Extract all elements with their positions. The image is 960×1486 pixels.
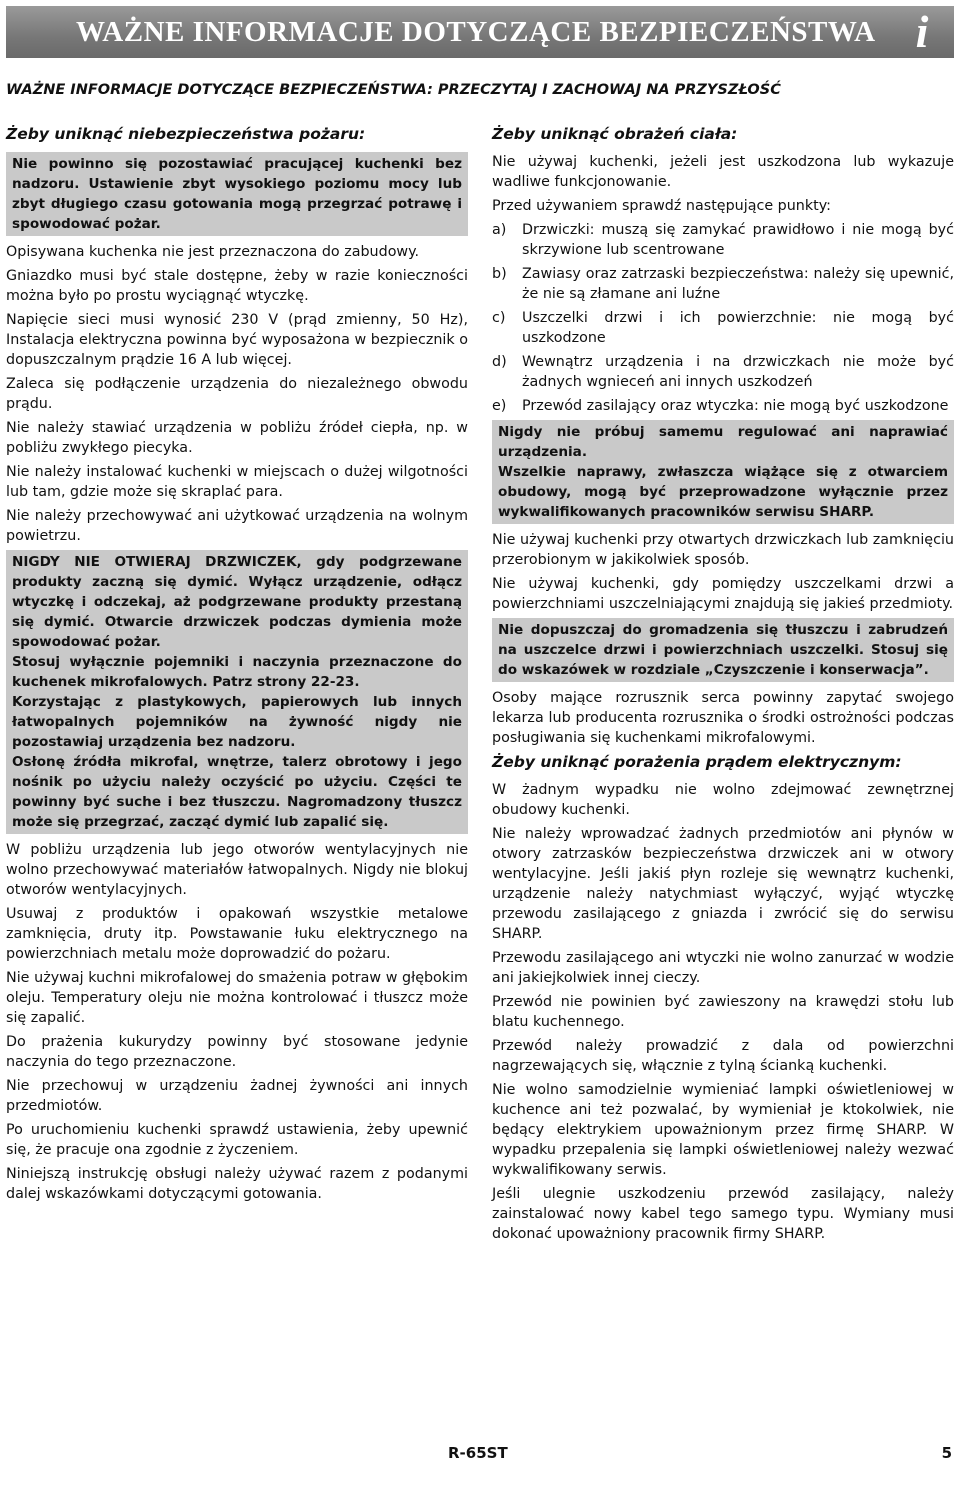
warning-text: Korzystając z plastykowych, papierowych lub innych łatwopalnych pojemników na żywność nigdy nie pozostawiaj urządzenia bez nadzoru. [12,694,462,750]
checklist-item [492,352,954,392]
paragraph: Nie należy stawiać urządzenia w pobliżu źródeł ciepła, np. w pobliżu zwykłego piecyka. [6,420,468,456]
warning-text: Stosuj wyłącznie pojemniki i naczynia przeznaczone do kuchenek mikrofalowych. Patrz strony 22-23. [12,654,462,690]
page-title: WAŻNE INFORMACJE DOTYCZĄCE BEZPIECZEŃSTWA [76,16,876,48]
checklist-item [492,308,954,348]
warning-box-seal [492,618,954,682]
paragraph: W pobliżu urządzenia lub jego otworów wentylacyjnych nie wolno przechowywać materiałów łatwopalnych. Nigdy nie blokuj otworów wentylacyjnych. [6,842,468,898]
warning-text: Osłonę źródła mikrofal, wnętrze, talerz obrotowy i jego nośnik po użyciu należy oczyścić po użyciu. Części te powinny być suche i bez tłuszczu. Nagromadzony tłuszcz może się przegrzać, zacząć dymić lub zapalić się. [12,754,462,830]
paragraph: Nie używaj kuchenki, jeżeli jest uszkodzona lub wykazuje wadliwe funkcjonowanie. [492,154,954,190]
paragraph: Przewodu zasilającego ani wtyczki nie wolno zanurzać w wodzie ani jakiejkolwiek innej cieczy. [492,950,954,986]
paragraph: Nie należy przechowywać ani użytkować urządzenia na wolnym powietrzu. [6,508,468,544]
checklist-item [492,396,954,416]
page-number: 5 [941,1444,952,1462]
paragraph: Do prażenia kukurydzy powinny być stosowane jedynie naczynia do tego przeznaczone. [6,1034,468,1070]
warning-text: Wszelkie naprawy, zwłaszcza wiążące się z otwarciem obudowy, mogą być przeprowadzone wyłącznie przez wykwalifikowanych pracowników serwisu SHARP. [498,464,948,520]
paragraph: Napięcie sieci musi wynosić 230 V (prąd zmienny, 50 Hz), Instalacja elektryczna powinna być wyposażona w bezpiecznik o dopuszczalnym prądzie 16 A lub więcej. [6,312,468,368]
paragraph: Usuwaj z produktów i opakowań wszystkie metalowe zamknięcia, druty itp. Powstawanie łuku elektrycznego na powierzchniach metalu może doprowadzić do pożaru. [6,906,468,962]
paragraph: Gniazdko musi być stale dostępne, żeby w razie konieczności można było po prostu wyciągnąć wtyczkę. [6,268,468,304]
checklist-letter: d) [492,354,507,370]
checklist-text: Zawiasy oraz zatrzaski bezpieczeństwa: należy się upewnić, że nie są złamane ani luźne [522,266,954,302]
footer-model: R-65ST [448,1444,508,1462]
paragraph: Nie należy instalować kuchenki w miejscach o dużej wilgotności lub tam, gdzie może się skraplać para. [6,464,468,500]
injury-section-title: Żeby uniknąć obrażeń ciała: [492,125,738,143]
paragraph: Przewód należy prowadzić z dala od powierzchni nagrzewających się, włącznie z tylną ścianką kuchenki. [492,1038,954,1074]
warning-box-fire [6,152,468,236]
paragraph: Opisywana kuchenka nie jest przeznaczona do zabudowy. [6,244,420,260]
warning-text: Nie dopuszczaj do gromadzenia się tłuszczu i zabrudzeń na uszczelce drzwi i powierzchniach uszczelki. Stosuj się do wskazówek w rozdziale „Czyszczenie i konserwacja”. [498,622,948,678]
warning-text: Nigdy nie próbuj samemu regulować ani naprawiać urządzenia. [498,424,948,460]
warning-text: Nie powinno się pozostawiać pracującej kuchenki bez nadzoru. Ustawienie zbyt wysokiego poziomu mocy lub zbyt długiego czasu gotowania mogą przegrzać potrawę i spowodować pożar. [12,156,462,232]
checklist-letter: e) [492,398,507,414]
info-icon: i [915,6,929,57]
paragraph: Zaleca się podłączenie urządzenia do niezależnego obwodu prądu. [6,376,468,412]
checklist-text: Drzwiczki: muszą się zamykać prawidłowo i nie mogą być skrzywione lub scentrowane [522,222,954,258]
paragraph: Nie używaj kuchenki, gdy pomiędzy uszczelkami drzwi a powierzchniami uszczelniającymi znajdują się jakieś przedmioty. [492,576,954,612]
paragraph: Nie wolno samodzielnie wymieniać lampki oświetleniowej w kuchence ani też pozwalać, by wymieniał je ktokolwiek, nie będący elektrykiem upoważnionym przez firmę SHARP. W wypadku przepalenia się lampki oświetleniowej należy wezwać wykwalifikowany serwis. [492,1082,954,1178]
checklist-letter: a) [492,222,507,238]
paragraph: Przed używaniem sprawdź następujące punkty: [492,198,831,214]
checklist-text: Uszczelki drzwi i ich powierzchnie: nie mogą być uszkodzone [522,310,954,346]
paragraph: W żadnym wypadku nie wolno zdejmować zewnętrznej obudowy kuchenki. [492,782,954,818]
section-heading: WAŻNE INFORMACJE DOTYCZĄCE BEZPIECZEŃSTWA: PRZECZYTAJ I ZACHOWAJ NA PRZYSZŁOŚĆ [6,82,781,98]
paragraph: Nie używaj kuchni mikrofalowej do smażenia potraw w głębokim oleju. Temperatury oleju nie można kontrolować i tłuszcz może się zapalić. [6,970,468,1026]
paragraph: Przewód nie powinien być zawieszony na krawędzi stołu lub blatu kuchennego. [492,994,954,1030]
warning-text: NIGDY NIE OTWIERAJ DRZWICZEK, gdy podgrzewane produkty zaczną się dymić. Wyłącz urządzenie, odłącz wtyczkę i odczekaj, aż podgrzewane produkty przestaną się dymić. Otwarcie drzwiczek podczas dymienia może spowodować pożar. [12,554,462,650]
checklist-item [492,220,954,260]
left-column [6,124,468,1208]
checklist-item [492,264,954,304]
paragraph: Osoby mające rozrusznik serca powinny zapytać swojego lekarza lub producenta rozrusznika o środki ostrożności podczas posługiwania się kuchenkami mikrofalowymi. [492,690,954,746]
checklist-letter: b) [492,266,507,282]
warning-box-repair [492,420,954,524]
paragraph: Jeśli ulegnie uszkodzeniu przewód zasilający, należy zainstalować nowy kabel tego samego typu. Wymiany musi dokonać upoważniony pracownik firmy SHARP. [492,1186,954,1242]
title-banner [6,6,954,58]
paragraph: Nie używaj kuchenki przy otwartych drzwiczkach lub zamknięciu przerobionym w jakikolwiek sposób. [492,532,954,568]
checklist-text: Wewnątrz urządzenia i na drzwiczkach nie może być żadnych wgnieceń ani innych uszkodzeń [522,354,954,390]
checklist-text: Przewód zasilający oraz wtyczka: nie mogą być uszkodzone [522,398,949,414]
paragraph: Nie przechowuj w urządzeniu żadnej żywności ani innych przedmiotów. [6,1078,468,1114]
warning-box-smoke [6,550,468,834]
right-column [492,124,954,1248]
fire-section-title: Żeby uniknąć niebezpieczeństwa pożaru: [6,125,366,143]
paragraph: Nie należy wprowadzać żadnych przedmiotów ani płynów w otwory zatrzasków bezpieczeństwa drzwiczek ani w otwory wentylacyjne. Jeśli jakiś płyn rozleje się wewnątrz kuchenki, urządzenie należy natychmiast wyłączyć, wyjąć wtyczkę przewodu zasilającego z gniazda i zwrócić się do serwisu SHARP. [492,826,954,942]
paragraph: Niniejszą instrukcję obsługi należy używać razem z podanymi dalej wskazówkami dotyczącymi gotowania. [6,1166,468,1202]
paragraph: Po uruchomieniu kuchenki sprawdź ustawienia, żeby upewnić się, że pracuje ona zgodnie z życzeniem. [6,1122,468,1158]
shock-section-title: Żeby uniknąć porażenia prądem elektrycznym: [492,753,902,771]
checklist-letter: c) [492,310,506,326]
checklist [492,220,954,416]
